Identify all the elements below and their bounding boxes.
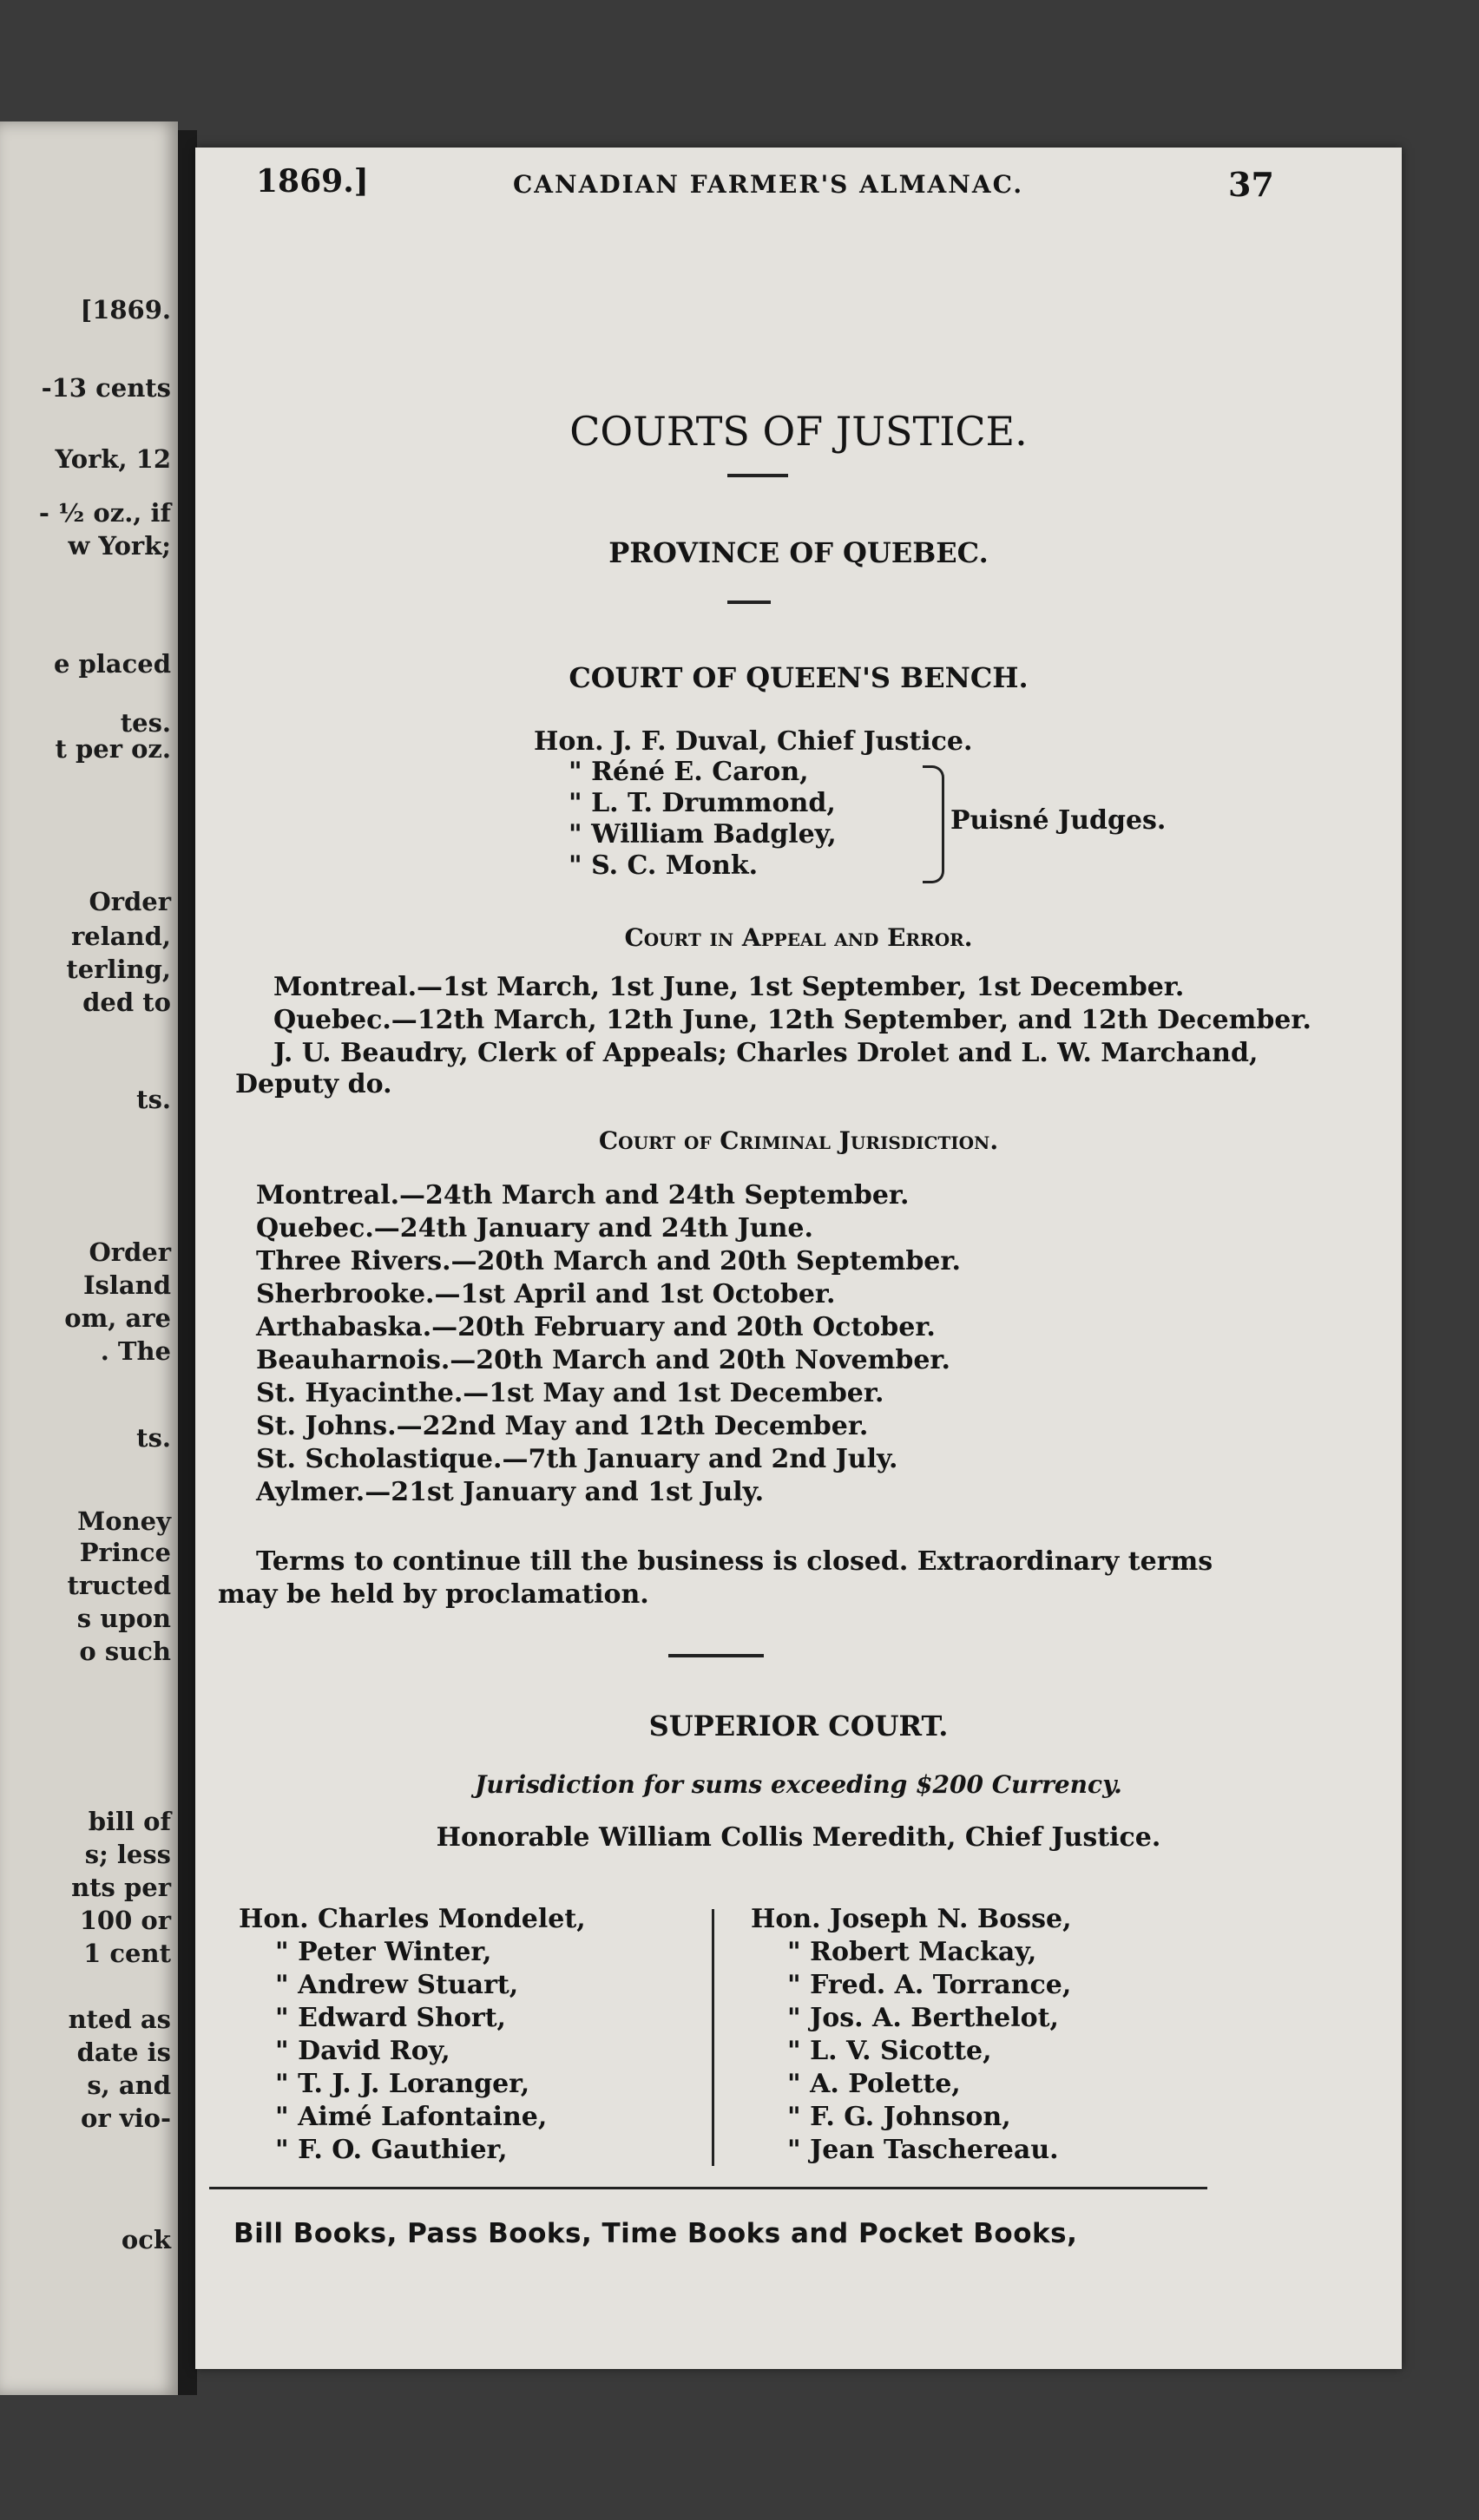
puisne-judges-label: Puisné Judges. <box>950 805 1167 836</box>
criminal-line: St. Hyacinthe.—1st May and 1st December. <box>256 1378 884 1408</box>
appeal-line: Deputy do. <box>235 1069 392 1099</box>
judge-line: " S. C. Monk. <box>569 850 759 881</box>
left-page-line: Order <box>89 887 171 916</box>
divider-rule <box>727 474 788 477</box>
criminal-line: Montreal.—24th March and 24th September. <box>256 1180 910 1211</box>
criminal-line: Quebec.—24th January and 24th June. <box>256 1213 813 1244</box>
superior-judge-right: " Jean Taschereau. <box>787 2135 1059 2165</box>
appeal-line: J. U. Beaudry, Clerk of Appeals; Charles Drolet and L. W. Marchand, <box>273 1038 1259 1068</box>
left-page-line: tructed <box>67 1571 171 1600</box>
superior-judge-left: Hon. Charles Mondelet, <box>239 1904 586 1934</box>
superior-judge-right: " L. V. Sicotte, <box>787 2036 992 2066</box>
left-page-line: o such <box>79 1637 171 1666</box>
left-page-line: 100 or <box>79 1906 171 1935</box>
left-page-line: s, and <box>87 2070 171 2100</box>
left-page-line: Order <box>89 1237 171 1267</box>
criminal-line: Arthabaska.—20th February and 20th October. <box>256 1312 936 1342</box>
page-number: 37 <box>1228 165 1274 204</box>
left-page-line: nts per <box>71 1873 171 1902</box>
superior-judge-left: " David Roy, <box>275 2036 450 2066</box>
criminal-line: St. Scholastique.—7th January and 2nd July. <box>256 1444 898 1474</box>
superior-judge-right: " Robert Mackay, <box>787 1937 1037 1967</box>
criminal-line: Three Rivers.—20th March and 20th September. <box>256 1246 961 1276</box>
left-page-line: - ½ oz., if <box>38 498 171 528</box>
judge-line: " Réné E. Caron, <box>569 757 809 787</box>
superior-chief: Honorable William Collis Meredith, Chief Justice. <box>436 1822 1161 1853</box>
terms-note: Terms to continue till the business is closed. Extraordinary terms <box>256 1546 1213 1577</box>
superior-judge-left: " T. J. J. Loranger, <box>275 2069 530 2099</box>
judges-brace <box>923 765 944 883</box>
left-page-line: Prince <box>79 1538 171 1567</box>
page-gutter <box>178 130 197 2395</box>
queens-bench-chief: Hon. J. F. Duval, Chief Justice. <box>534 726 973 757</box>
province-heading: PROVINCE OF QUEBEC. <box>608 536 989 569</box>
superior-judge-right: Hon. Joseph N. Bosse, <box>751 1904 1072 1934</box>
superior-judge-left: " Andrew Stuart, <box>275 1970 519 2000</box>
criminal-heading: Court of Criminal Jurisdiction. <box>598 1126 999 1155</box>
column-divider <box>712 1909 714 2166</box>
left-page-line: reland, <box>71 922 171 951</box>
header-year: 1869.] <box>256 163 369 200</box>
left-page-line: om, are <box>64 1303 171 1333</box>
left-page-line: Island <box>82 1270 171 1300</box>
superior-judge-left: " Aimé Lafontaine, <box>275 2102 548 2132</box>
left-page-line: s upon <box>76 1604 171 1633</box>
superior-court-heading: SUPERIOR COURT. <box>648 1710 949 1742</box>
superior-judge-right: " Fred. A. Torrance, <box>787 1970 1072 2000</box>
divider-rule <box>668 1654 764 1657</box>
appeal-line: Quebec.—12th March, 12th June, 12th September, and 12th December. <box>273 1005 1311 1035</box>
left-page-line: bill of <box>88 1807 171 1836</box>
criminal-line: Beauharnois.—20th March and 20th November. <box>256 1345 950 1375</box>
left-page-line: t per oz. <box>55 734 171 764</box>
judge-line: " L. T. Drummond, <box>569 788 836 818</box>
footer-advertisement: Bill Books, Pass Books, Time Books and Pocket Books, <box>233 2218 1078 2249</box>
left-page-line: or vio- <box>81 2103 171 2133</box>
superior-judge-right: " A. Polette, <box>787 2069 961 2099</box>
left-page-line: . The <box>100 1336 171 1366</box>
superior-judge-left: " Edward Short, <box>275 2003 507 2033</box>
almanac-page <box>195 148 1402 2369</box>
left-page-line: ts. <box>136 1423 171 1453</box>
left-page-fragment <box>0 121 178 2395</box>
superior-jurisdiction: Jurisdiction for sums exceeding $200 Currency. <box>475 1770 1122 1799</box>
left-page-line: ts. <box>136 1085 171 1114</box>
left-page-line: 1 cent <box>83 1939 171 1968</box>
left-page-line: ded to <box>82 988 171 1017</box>
left-page-line: York, 12 <box>55 444 171 474</box>
left-page-line: date is <box>76 2038 171 2067</box>
queens-bench-heading: COURT OF QUEEN'S BENCH. <box>569 661 1029 694</box>
criminal-line: Aylmer.—21st January and 1st July. <box>256 1477 765 1507</box>
left-page-line: tes. <box>120 708 171 738</box>
left-page-line: terling, <box>66 955 171 984</box>
left-page-line: -13 cents <box>41 373 171 403</box>
divider-rule <box>727 600 771 604</box>
left-page-line: s; less <box>84 1840 171 1869</box>
appeal-heading: Court in Appeal and Error. <box>624 923 973 952</box>
left-page-line: nted as <box>68 2005 171 2034</box>
left-page-line: [1869. <box>80 295 171 325</box>
superior-judge-left: " Peter Winter, <box>275 1937 492 1967</box>
criminal-line: Sherbrooke.—1st April and 1st October. <box>256 1279 836 1309</box>
criminal-line: St. Johns.—22nd May and 12th December. <box>256 1411 869 1441</box>
header-title: CANADIAN FARMER'S ALMANAC. <box>513 170 1024 199</box>
superior-judge-right: " Jos. A. Berthelot, <box>787 2003 1059 2033</box>
judge-line: " William Badgley, <box>569 819 837 850</box>
left-page-line: ock <box>121 2225 171 2254</box>
terms-note: may be held by proclamation. <box>218 1579 649 1610</box>
page-title: COURTS OF JUSTICE. <box>569 408 1028 455</box>
left-page-line: w York; <box>68 531 171 561</box>
superior-judge-left: " F. O. Gauthier, <box>275 2135 508 2165</box>
appeal-line: Montreal.—1st March, 1st June, 1st September, 1st December. <box>273 972 1185 1002</box>
superior-judge-right: " F. G. Johnson, <box>787 2102 1011 2132</box>
left-page-line: e placed <box>53 649 171 679</box>
footer-rule <box>209 2187 1207 2189</box>
left-page-line: Money <box>77 1506 171 1536</box>
